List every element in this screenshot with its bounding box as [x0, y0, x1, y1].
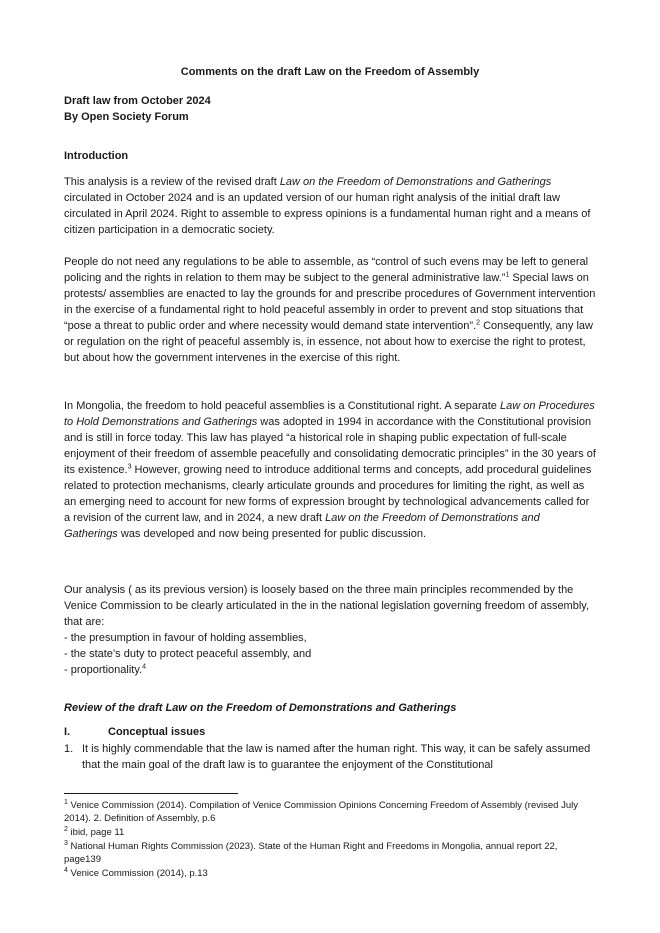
p4-intro: Our analysis ( as its previous version) is loosely based on the three main principles recommended by the Venice Commission to be clearly articulated in the in the national legislation governing freedom of assembly, that are:: [64, 584, 590, 628]
footnote-ref-1[interactable]: 1: [505, 271, 510, 279]
p1-law-title: Law on the Freedom of Demonstrations and Gatherings: [279, 176, 552, 188]
footnote-3: $^3$ National Human Rights Commission (2023). State of the Human Right and Freedoms in Mongolia, annual report 22, page139: [64, 839, 558, 865]
numbered-item-1: [64, 741, 596, 773]
p3-text-b: was adopted in 1994 in accordance with the Constitutional provision and is still in force today. This law has played “a historical role in shaping public expectation of full-scale enjoyment of their freedom of assemble peacefully and consolidating democratic principles” in the 30 years of its existence.: [64, 416, 596, 476]
list-item: - the state’s duty to protect peaceful assembly, and: [64, 648, 312, 660]
list-item: - proportionality.$^4$: [64, 663, 146, 676]
footnote-ref-3[interactable]: 3: [127, 463, 132, 471]
document-title: Comments on the draft Law on the Freedom of Assembly: [180, 66, 480, 78]
p3-text-d: was developed and now being presented for public discussion.: [117, 528, 427, 540]
author-line: By Open Society Forum: [64, 111, 189, 123]
item-text: It is highly commendable that the law is named after the human right. This way, it can be safely assumed that the main goal of the draft law is to guarantee the enjoyment of the Constitutional: [82, 743, 591, 771]
section-heading: [64, 726, 205, 738]
p3-law-1: Law on Procedures to Hold Demonstrations and Gatherings: [64, 400, 595, 428]
p1-text-b: circulated in October 2024 and is an updated version of our human right analysis of the initial draft law circulated in April 2024. Right to assemble to express opinions is a fundamental human right and a means of citizen participation in a democratic society.: [64, 192, 591, 236]
intro-paragraph-1: [64, 174, 596, 238]
section-number: I.: [64, 726, 71, 738]
p2-text-a: People do not need any regulations to be able to assemble, as “control of such evens may be left to general policing and the rights in relation to them may be subject to the general administrative law.”: [64, 256, 589, 284]
section-title: Conceptual issues: [108, 726, 206, 738]
intro-paragraph-3: [64, 398, 596, 542]
p1-text-a: This analysis is a review of the revised draft: [64, 176, 280, 188]
principles-list: [64, 630, 596, 678]
footnote-separator: [64, 793, 238, 794]
footnote-ref-4[interactable]: 4: [142, 663, 146, 671]
p2-text-c: Consequently, any law or regulation on the right of peaceful assembly is, in essence, not about how to exercise the right to protest, but about how the government intervenes in the exercise of this right.: [64, 320, 593, 364]
footnote-1: $^1$ Venice Commission (2014). Compilation of Venice Commission Opinions Concerning Freedom of Assembly (revised July 2014). 2. Definition of Assembly, p.6: [64, 798, 578, 824]
list-item: - the presumption in favour of holding assemblies,: [64, 632, 307, 644]
p3-text-c: However, growing need to introduce additional terms and concepts, add procedural guidelines related to protection mechanisms, clearly articulate grounds and procedures for limiting the right, as well as an emerging need to account for new forms of expression brought by technological advancements called for a revision of the current law, and in 2024, a new draft: [64, 464, 592, 524]
footnote-2: $^2$ ibid, page 11: [64, 825, 125, 838]
introduction-heading: Introduction: [64, 150, 129, 162]
p3-law-2: Law on the Freedom of Demonstrations and Gatherings: [64, 512, 540, 540]
item-number: 1.: [64, 743, 74, 755]
draft-date-line: Draft law from October 2024: [64, 95, 211, 107]
p3-text-a: In Mongolia, the freedom to hold peaceful assemblies is a Constitutional right. A separate: [64, 400, 500, 412]
footnote-4: $^4$ Venice Commission (2014), p.13: [64, 866, 208, 879]
intro-paragraph-2: [64, 254, 596, 366]
footnote-ref-2[interactable]: 2: [476, 319, 481, 327]
intro-paragraph-4: [64, 582, 596, 678]
review-heading: Review of the draft Law on the Freedom of Demonstrations and Gatherings: [64, 702, 457, 714]
document-meta: [64, 93, 596, 125]
p2-text-b: Special laws on protests/ assemblies are enacted to lay the grounds for and prescribe procedures of Government intervention in the exercise of a fundamental right to hold peaceful assembly in order to prevent and stop situations that “pose a threat to public order and where necessity would demand state intervention”.: [64, 272, 596, 332]
